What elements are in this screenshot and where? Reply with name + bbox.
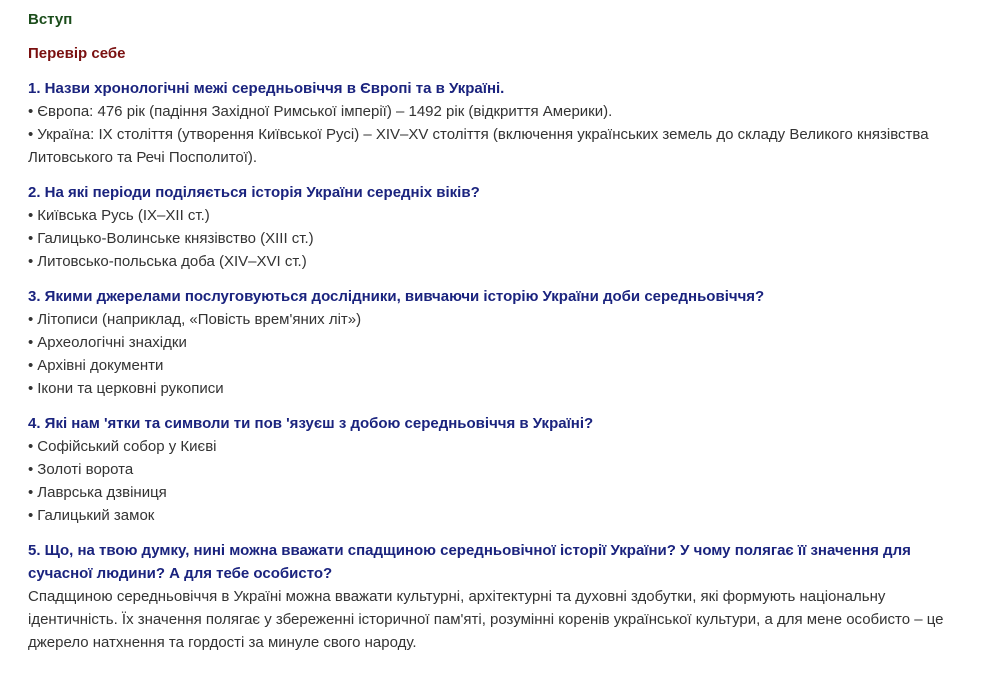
answer-bullet-text: Ікони та церковні рукописи (37, 380, 224, 397)
answer-paragraph: Спадщиною середньовіччя в Україні можна вважати культурні, архітектурні та духовні здобутки, які формують національну ідентичність. Їх значення полягає у збереженні історичної пам'яті, розумінні коренів української культури, а для мене особисто – це джерело натхнення та гордості за минуле свого народу. (28, 588, 944, 651)
answer-bullet-text: Галицько-Волинське князівство (XIII ст.) (37, 230, 314, 247)
answer-bullet (28, 331, 972, 354)
answer-bullet-text: Україна: IX століття (утворення Київської Русі) – XIV–XV століття (включення українських земель до складу Великого князівства Литовського та Речі Посполитої). (28, 126, 929, 166)
question-block-1 (28, 77, 972, 169)
answer-bullet-text: Галицький замок (37, 507, 155, 524)
question-block-3 (28, 285, 972, 400)
question-title: 5. Що, на твою думку, нині можна вважати спадщиною середньовічної історії України? У чому полягає її значення для сучасної людини? А для тебе особисто? (28, 542, 911, 582)
answer-bullet (28, 204, 972, 227)
answer-bullet-text: Літописи (наприклад, «Повість врем'яних літ») (37, 311, 362, 328)
bullet-dot: • (28, 207, 34, 224)
question-block-5 (28, 539, 972, 654)
answer-bullet-text: Європа: 476 рік (падіння Західної Римської імперії) – 1492 рік (відкриття Америки). (37, 103, 613, 120)
question-title: 3. Якими джерелами послуговуються дослідники, вивчаючи історію України доби середньовіччя? (28, 288, 765, 305)
bullet-dot: • (28, 357, 34, 374)
answer-bullet-text: Археологічні знахідки (37, 334, 187, 351)
question-title: 1. Назви хронологічні межі середньовіччя в Європі та в Україні. (28, 80, 505, 97)
answer-bullet (28, 481, 972, 504)
answer-bullet (28, 354, 972, 377)
bullet-dot: • (28, 126, 34, 143)
bullet-dot: • (28, 507, 34, 524)
bullet-dot: • (28, 253, 34, 270)
question-title: 4. Які нам 'ятки та символи ти пов 'язуєш з добою середньовіччя в Україні? (28, 415, 594, 432)
answer-bullet-text: Софійський собор у Києві (37, 438, 217, 455)
answer-bullet (28, 504, 972, 527)
bullet-dot: • (28, 380, 34, 397)
intro-heading: Вступ (28, 11, 73, 28)
bullet-dot: • (28, 103, 34, 120)
answer-bullet (28, 377, 972, 400)
question-block-2 (28, 181, 972, 273)
question-block-4 (28, 412, 972, 527)
answer-bullet-text: Архівні документи (37, 357, 164, 374)
check-yourself-heading: Перевір себе (28, 45, 126, 62)
bullet-dot: • (28, 461, 34, 478)
answer-bullet-text: Золоті ворота (37, 461, 134, 478)
question-title: 2. На які періоди поділяється історія України середніх віків? (28, 184, 480, 201)
answer-bullet-text: Лаврська дзвіниця (37, 484, 167, 501)
bullet-dot: • (28, 438, 34, 455)
answer-bullet (28, 123, 972, 169)
bullet-dot: • (28, 311, 34, 328)
answer-bullet (28, 308, 972, 331)
answer-bullet (28, 250, 972, 273)
answer-bullet-text: Київська Русь (IX–XII ст.) (37, 207, 210, 224)
answer-bullet (28, 100, 972, 123)
answer-bullet (28, 458, 972, 481)
bullet-dot: • (28, 484, 34, 501)
bullet-dot: • (28, 334, 34, 351)
answer-bullet (28, 435, 972, 458)
answer-bullet (28, 227, 972, 250)
bullet-dot: • (28, 230, 34, 247)
answer-bullet-text: Литовсько-польська доба (XIV–XVI ст.) (37, 253, 307, 270)
